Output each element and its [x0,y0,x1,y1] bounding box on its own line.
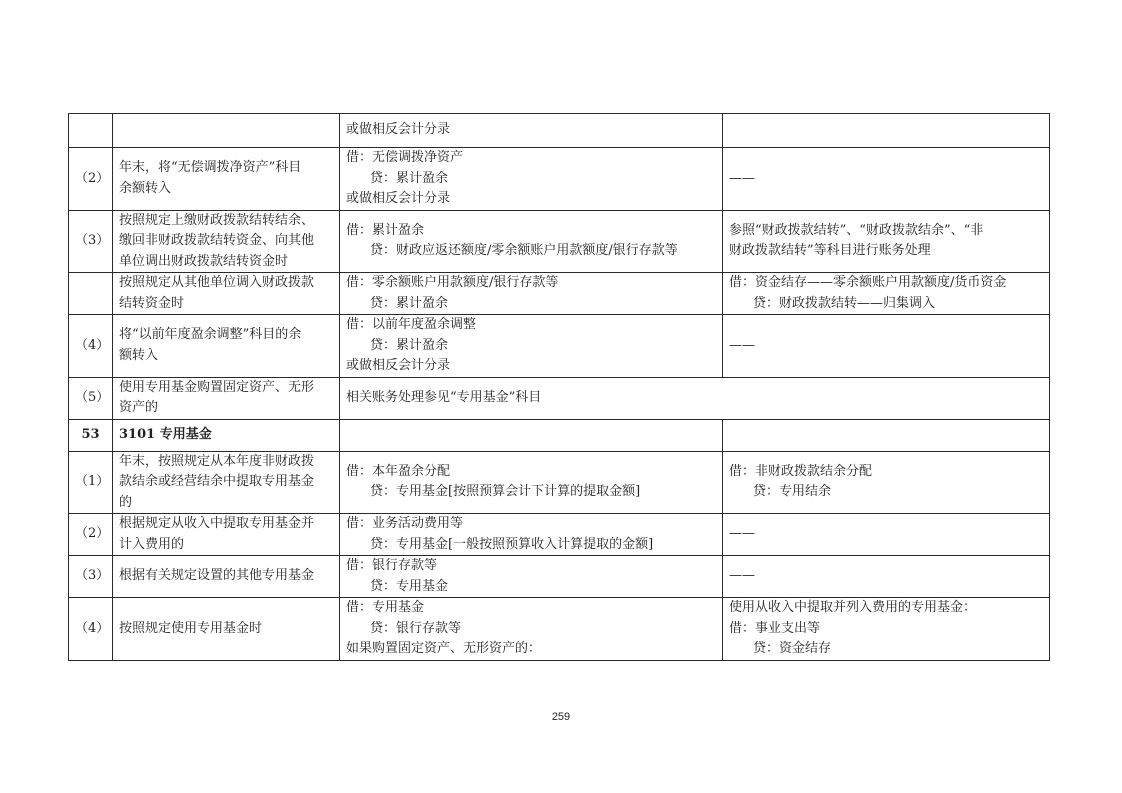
merged-reference-cell [340,377,1050,419]
description-line: 计入费用的 [119,536,185,552]
description-line: 年末，将“无偿调拨净资产”科目 [119,160,302,176]
financial-entry-line: 借：零余额账户用款额度/银行存款等 [346,275,559,290]
reference-note: 相关账务处理参见“专用基金”科目 [346,389,542,405]
row-number: （2） [75,526,110,542]
budget-accounting-cell [723,148,1050,211]
financial-accounting-cell [340,210,723,273]
description-line: 年末，按照规定从本年度非财政拨 [119,453,315,469]
business-description-cell [113,514,340,556]
row-number: 53 [81,426,100,442]
budget-accounting-cell [723,114,1050,148]
financial-entry-line: 贷：专用基金[按照预算会计下计算的提取金额] [370,484,641,500]
budget-accounting-cell [723,598,1050,661]
row-number: （2） [75,170,110,186]
budget-accounting-cell [723,273,1050,315]
table-row [69,556,1050,598]
description-line: 额转入 [119,347,159,363]
financial-entry-line: 贷：累计盈余 [370,295,449,311]
financial-accounting-cell [340,114,723,148]
description-line: 单位调出财政拨款结转资金时 [119,253,289,269]
table-row [69,114,1050,148]
row-number-cell [69,451,113,514]
table-row [69,273,1050,315]
description-line: 余额转入 [119,180,172,196]
budget-accounting-cell [723,419,1050,451]
row-number-cell [69,556,113,598]
table-row [69,598,1050,661]
row-number-cell [69,273,113,315]
financial-accounting-cell [340,598,723,661]
financial-accounting-cell [340,419,723,451]
budget-entry-line: 使用从收入中提取并列入费用的专用基金： [729,600,977,615]
financial-entry-line: 贷：专用基金[一般按照预算收入计算提取的金额] [370,536,654,552]
row-number-cell [69,315,113,378]
table-body [69,114,1050,661]
financial-entry-line: 或做相反会计分录 [346,122,451,138]
accounting-entries-table [68,113,1050,661]
financial-accounting-cell [340,273,723,315]
financial-entry-line: 如果购置固定资产、无形资产的： [346,641,542,656]
business-description-cell [113,148,340,211]
financial-entry-line: 贷：专用基金 [370,578,449,594]
financial-entry-line: 借：业务活动费用等 [346,516,464,531]
financial-accounting-cell [340,514,723,556]
business-description-cell [113,273,340,315]
financial-entry-line: 借：专用基金 [346,600,425,615]
budget-entry-line: 借：非财政拨款结余分配 [729,463,873,479]
financial-entry-line: 借：无偿调拨净资产 [346,150,464,165]
budget-accounting-cell [723,556,1050,598]
description-line: 根据规定从收入中提取专用基金并 [119,516,315,531]
financial-entry-line: 借：以前年度盈余调整 [346,317,477,332]
budget-accounting-cell [723,451,1050,514]
budget-entry-line: 贷：专用结余 [753,484,832,500]
row-number-cell [69,514,113,556]
financial-entry-line: 借：本年盈余分配 [346,463,451,479]
budget-entry-line: 贷：财政拨款结转——归集调入 [753,295,936,311]
business-description-cell [113,315,340,378]
financial-accounting-cell [340,315,723,378]
business-description-cell [113,598,340,661]
description-line: 按照规定上缴财政拨款结转结余、 [119,212,315,228]
budget-accounting-cell [723,210,1050,273]
business-description-cell [113,556,340,598]
description-line: 的 [119,494,133,510]
budget-entry-line: 借：资金结存——零余额账户用款额度/货币资金 [729,275,1007,290]
business-description-cell [113,451,340,514]
row-number: （3） [75,568,110,584]
row-number-cell [69,210,113,273]
financial-entry-line: 借：银行存款等 [346,558,438,573]
description-line: 使用专用基金购置固定资产、无形 [119,379,315,395]
financial-accounting-cell [340,451,723,514]
description-line: 缴回非财政拨款结转资金、向其他 [119,233,315,248]
business-description-cell [113,419,340,451]
row-number: （1） [75,474,110,489]
budget-entry-line: —— [729,337,755,353]
row-number: （4） [75,337,110,353]
budget-entry-line: —— [729,526,755,542]
row-number-cell [69,377,113,419]
description-line: 款结余或经营结余中提取专用基金 [119,474,315,489]
description-line: 按照规定从其他单位调入财政拨款 [119,275,315,290]
financial-entry-line: 贷：累计盈余 [370,170,449,186]
budget-entry-line: 借：事业支出等 [729,620,821,636]
row-number: （5） [75,389,110,405]
financial-entry-line: 借：累计盈余 [346,222,425,238]
description-line: 3101 专用基金 [119,426,212,442]
financial-entry-line: 或做相反会计分录 [346,358,451,373]
description-line: 按照规定使用专用基金时 [119,620,263,636]
table-row [69,451,1050,514]
table-row [69,377,1050,419]
description-line: 根据有关规定设置的其他专用基金 [119,568,315,584]
financial-entry-line: 贷：银行存款等 [370,620,462,636]
budget-entry-line: 财政拨款结转”等科目进行账务处理 [729,243,931,259]
business-description-cell [113,210,340,273]
row-number-cell [69,598,113,661]
business-description-cell [113,377,340,419]
budget-accounting-cell [723,315,1050,378]
table-row [69,210,1050,273]
table-row [69,148,1050,211]
budget-accounting-cell [723,514,1050,556]
page-number: 259 [551,711,571,723]
table-row [69,514,1050,556]
financial-accounting-cell [340,148,723,211]
budget-entry-line: 贷：资金结存 [753,641,832,656]
description-line: 将“以前年度盈余调整”科目的余 [119,327,302,343]
table-row [69,315,1050,378]
financial-entry-line: 或做相反会计分录 [346,191,451,206]
row-number-cell [69,148,113,211]
table-row [69,419,1050,451]
financial-entry-line: 贷：累计盈余 [370,337,449,353]
financial-accounting-cell [340,556,723,598]
business-description-cell [113,114,340,148]
financial-entry-line: 贷：财政应返还额度/零余额账户用款额度/银行存款等 [370,243,678,259]
budget-entry-line: 参照“财政拨款结转”、“财政拨款结余”、“非 [729,222,984,238]
budget-entry-line: —— [729,170,755,186]
description-line: 结转资金时 [119,295,185,311]
budget-entry-line: —— [729,568,755,584]
row-number-cell [69,419,113,451]
row-number: （3） [75,233,110,248]
row-number-cell [69,114,113,148]
row-number: （4） [75,620,110,636]
description-line: 资产的 [119,400,159,415]
